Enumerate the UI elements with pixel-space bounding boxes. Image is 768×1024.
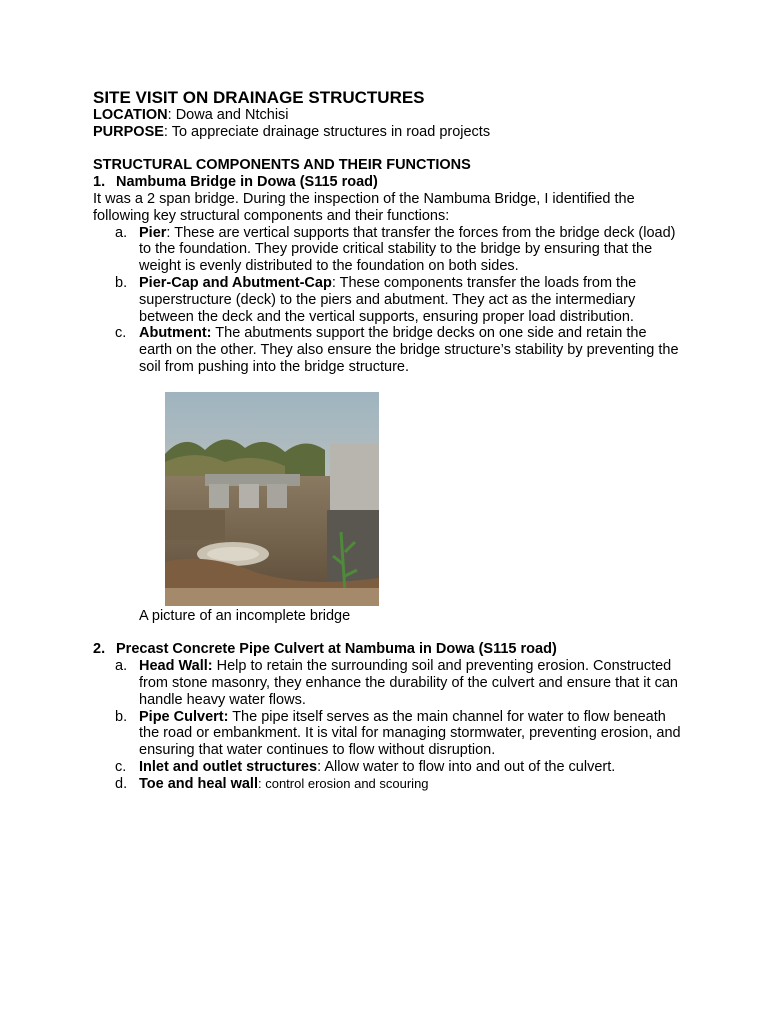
item-text: : These are vertical supports that transfer the forces from the bridge deck (load) to the foundation. They provide critical stability to the bridge by ensuring that the weight is evenly distributed to the foundation on both sides.	[139, 224, 676, 275]
section-1-number: 1.	[93, 174, 106, 191]
item-text: : Allow water to flow into and out of the culvert.	[317, 758, 616, 775]
bridge-photo	[165, 392, 379, 606]
list-item: b. Pipe Culvert: The pipe itself serves as the main channel for water to flow beneath the road or embankment. It is vital for managing stormwater, preventing erosion, and ensuring that water continues to flow without disruption.	[115, 708, 681, 759]
section-2-title: Precast Concrete Pipe Culvert at Nambuma in Dowa (S115 road)	[116, 641, 557, 658]
section-heading: STRUCTURAL COMPONENTS AND THEIR FUNCTIONS	[93, 157, 471, 174]
photo-caption: A picture of an incomplete bridge	[139, 607, 351, 624]
purpose-value: : To appreciate drainage structures in road projects	[163, 123, 491, 140]
list-item: a. Pier: These are vertical supports that transfer the forces from the bridge deck (load) to the foundation. They provide critical stability to the bridge by ensuring that the weight is evenly distributed to the foundation on both sides.	[115, 224, 676, 275]
section-1-title: Nambuma Bridge in Dowa (S115 road)	[116, 174, 378, 191]
item-term: Pipe Culvert:	[139, 708, 229, 725]
section-2-heading	[93, 641, 683, 658]
location-value: : Dowa and Ntchisi	[167, 107, 289, 123]
section-1-heading	[93, 174, 683, 191]
item-text: The abutments support the bridge decks on one side and retain the earth on the other. They also ensure the bridge structure’s stability by preventing the soil from pushing into the bridge structure.	[139, 325, 679, 375]
section-1-intro: It was a 2 span bridge. During the inspection of the Nambuma Bridge, I identified the following key structural components and their functions:	[93, 190, 635, 224]
document-body	[93, 88, 683, 793]
purpose-line	[93, 124, 683, 141]
item-text: : These components transfer the loads from the superstructure (deck) to the piers and abutment. They act as the intermediary between the deck and the vertical supports, ensuring proper load distribution.	[139, 274, 637, 325]
item-term: Toe and heal wall	[139, 775, 258, 792]
item-text: The pipe itself serves as the main channel for water to flow beneath the road or embankment. It is vital for managing stormwater, preventing erosion, and ensuring that water continues to flow without disruption.	[139, 708, 681, 759]
item-term: Head Wall:	[139, 658, 213, 675]
list-item: b. Pier-Cap and Abutment-Cap: These components transfer the loads from the superstructure (deck) to the piers and abutment. They act as the intermediary between the deck and the vertical supports, ensuring proper load distribution.	[115, 274, 637, 325]
item-text: : control erosion and scouring	[257, 775, 429, 791]
section-1-list	[93, 225, 683, 376]
location-line	[93, 107, 683, 124]
item-text: Help to retain the surrounding soil and preventing erosion. Constructed from stone masonry, they enhance the durability of the culvert and ensure that it can handle heavy water flows.	[139, 658, 678, 708]
purpose-label: PURPOSE	[93, 123, 164, 140]
item-term: Pier	[139, 224, 167, 241]
section-2-number: 2.	[93, 641, 106, 658]
location-label: LOCATION	[93, 107, 168, 123]
document-title: SITE VISIT ON DRAINAGE STRUCTURES	[93, 88, 425, 107]
list-item: d. Toe and heal wall: control erosion and scouring	[115, 775, 429, 792]
list-item: c. Abutment: The abutments support the bridge decks on one side and retain the earth on the other. They also ensure the bridge structure’s stability by preventing the soil from pushing into the bridge structure.	[115, 325, 679, 375]
item-term: Abutment:	[139, 325, 212, 342]
item-term: Inlet and outlet structures	[139, 758, 318, 775]
item-term: Pier-Cap and Abutment-Cap	[139, 274, 332, 291]
list-item: c. Inlet and outlet structures: Allow water to flow into and out of the culvert.	[115, 758, 616, 775]
section-2-list	[93, 658, 683, 792]
list-item: a. Head Wall: Help to retain the surrounding soil and preventing erosion. Constructed from stone masonry, they enhance the durability of the culvert and ensure that it can handle heavy water flows.	[115, 658, 678, 708]
